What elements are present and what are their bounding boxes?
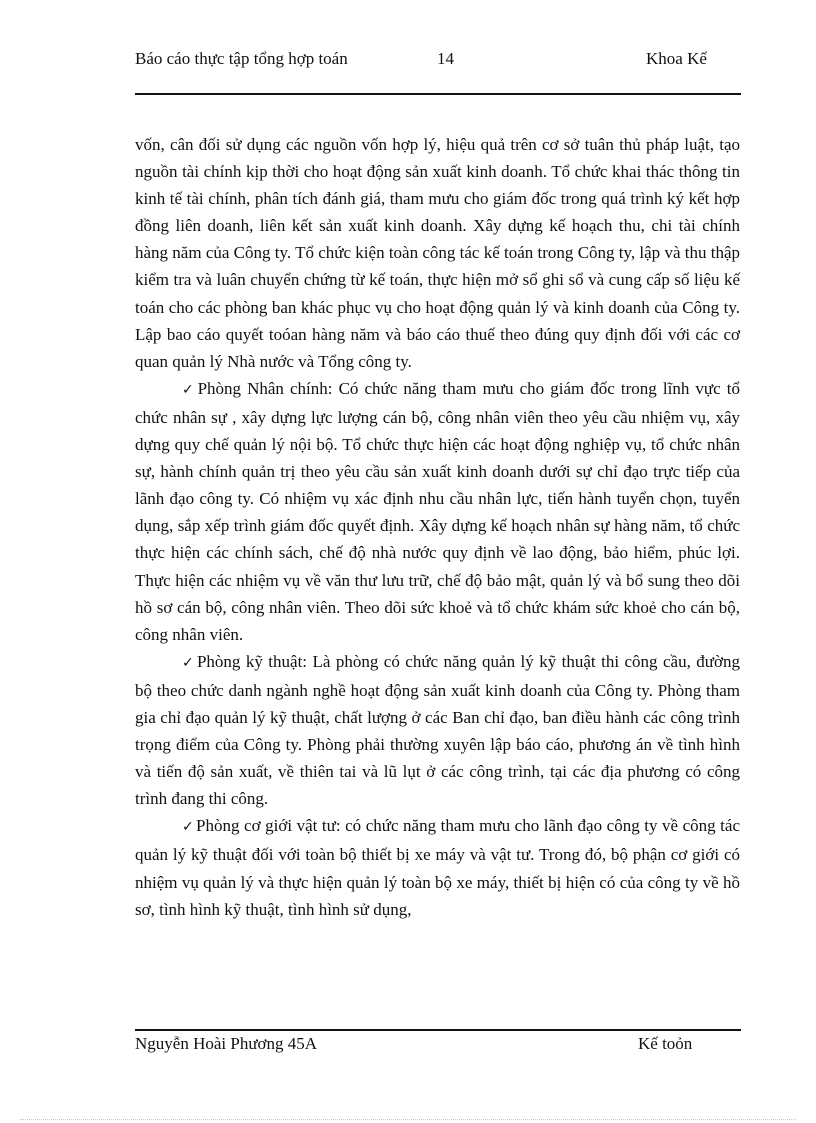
header-divider [135,93,741,95]
list-item-personnel-text: Phòng Nhân chính: Có chức năng tham mưu cho giám đốc trong lĩnh vực tổ chức nhân sự , xây dựng lực lượng cán bộ, công nhân viên theo yêu cầu nhiệm vụ, xây dựng quy chế quản lý nội bộ. Tổ chức thực hiện các hoạt động nghiệp vụ, tổ chức nhân sự, hành chính quản trị theo yêu cầu sản xuất kinh doanh dưới sự chỉ đạo trực tiếp của lãnh đạo công ty. Có nhiệm vụ xác định nhu cầu nhân lực, tiến hành tuyển chọn, tuyển dụng, sắp xếp trình giám đốc quyết định. Xây dựng kế hoạch nhân sự hàng năm, tổ chức thực hiện các chính sách, chế độ nhà nước quy định về lao động, bảo hiểm, phúc lợi. Thực hiện các nhiệm vụ về văn thư lưu trữ, chế độ bảo mật, quản lý và bổ sung theo dõi hồ sơ cán bộ, công nhân viên. Theo dõi sức khoẻ và tổ chức khám sức khoẻ cho cán bộ, công nhân viên. [135,378,740,644]
list-item-personnel [135,375,740,648]
footer-major: Kế toỏn [638,1034,693,1053]
footer-author: Nguyễn Hoài Phương 45A [135,1034,318,1053]
checkmark-icon: ✓ [182,381,196,398]
header-department: Khoa Kế [646,49,707,68]
header-page-number: 14 [437,49,454,68]
body-paragraph-continued: vốn, cân đối sử dụng các nguồn vốn hợp lý, hiệu quả trên cơ sở tuân thủ pháp luật, tạo nguồn tài chính kịp thời cho hoạt động sản xuất kinh doanh. Tổ chức khai thác thông tin kinh tế tài chính, phân tích đánh giá, tham mưu cho giám đốc trong quá trình ký kết hợp đồng liên doanh, liên kết sản xuất kinh doanh. Xây dựng kế hoạch thu, chi tài chính hàng năm của Công ty. Tổ chức kiện toàn công tác kế toán trong Công ty, lập và thu thập kiểm tra và luân chuyển chứng từ kế toán, thực hiện mở sổ ghi sổ và cung cấp số liệu kế toán cho các phòng ban khác phục vụ cho hoạt động quản lý và kinh doanh của Công ty. Lập bao cáo quyết toóan hàng năm và báo cáo thuế theo đúng quy định đối với các cơ quan quản lý Nhà nước và Tổng công ty. [135,135,740,371]
checkmark-icon: ✓ [182,819,195,836]
checkmark-icon: ✓ [182,654,195,671]
page-header [135,48,741,92]
footer-divider [135,1029,741,1031]
page-footer [135,1033,741,1077]
page-bottom-edge [20,1119,796,1120]
list-item-technical-text: Phòng kỹ thuật: Là phòng có chức năng quản lý kỹ thuật thi công cầu, đường bộ theo chức danh ngành nghề hoạt động sản xuất kinh doanh của Công ty. Phòng tham gia chỉ đạo quản lý kỹ thuật, chất lượng ở các Ban chỉ đạo, ban điều hành các công trình trọng điểm của Công ty. Phòng phải thường xuyên lập báo cáo, phương án về tình hình và tiến độ sản xuất, về thiên tai và lũ lụt ở các công trình, tại các địa phương có công trình đang thi công. [135,651,740,809]
page-body [135,131,740,923]
list-item-technical [135,648,740,813]
header-report-title: Báo cáo thực tập tổng hợp toán [135,49,348,68]
list-item-machinery-text: Phòng cơ giới vật tư: có chức năng tham mưu cho lãnh đạo công ty về công tác quản lý kỹ thuật đối với toàn bộ thiết bị xe máy và vật tư. Trong đó, bộ phận cơ giới có nhiệm vụ quản lý và thực hiện quản lý toàn bộ xe máy, thiết bị hiện có của công ty về hồ sơ, tình hình kỹ thuật, tình hình sử dụng, [135,816,740,919]
list-item-machinery [135,812,740,922]
